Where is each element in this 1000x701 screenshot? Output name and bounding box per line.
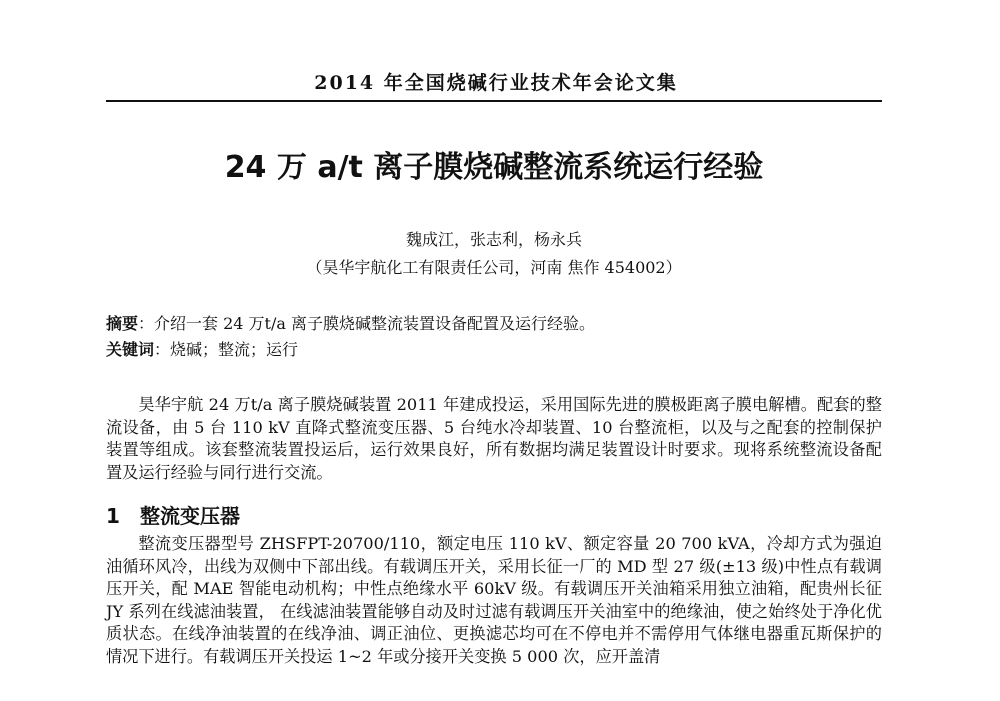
abstract-label: 摘要 — [106, 314, 139, 333]
abstract — [106, 313, 595, 335]
paper-title: 24 万 a/t 离子膜烧碱整流系统运行经验 — [224, 150, 764, 185]
abstract-text: ：介绍一套 24 万t/a 离子膜烧碱整流装置设备配置及运行经验。 — [138, 314, 595, 333]
author-affiliation: （昊华宇航化工有限责任公司，河南 焦作 454002） — [306, 258, 682, 277]
running-header: 2014 年全国烧碱行业技术年会论文集 — [314, 72, 678, 94]
section-paragraph: 整流变压器型号 ZHSFPT-20700/110，额定电压 110 kV、额定容量 20 700 kVA，冷却方式为强迫油循环风冷，出线为双侧中下部出线。有载调压开关，采用长征一厂的 MD 型 27 级(±13 级)中性点有载调压开关，配 MAE 智能电动机构；中性点绝缘水平 60kV 级。有载调压开关油箱采用独立油箱，配贵州长征 JY 系列在线滤油装置， 在线滤油装置能够自动及时过滤有载调压开关油室中的绝缘油，使之始终处于净化优质状态。在线净油装置的在线净油、调正油位、更换滤芯均可在不停电并不需停用气体继电器重瓦斯保护的情况下进行。有载调压开关投运 1~2 年或分接开关变换 5 000 次，应开盖清 — [106, 534, 882, 666]
section-number: 1 — [106, 504, 120, 528]
section-title: 整流变压器 — [140, 504, 240, 528]
author-list: 魏成江，张志利，杨永兵 — [405, 230, 582, 249]
intro-paragraph: 昊华宇航 24 万t/a 离子膜烧碱装置 2011 年建成投运，采用国际先进的膜极距离子膜电解槽。配套的整流设备，由 5 台 110 kV 直降式整流变压器、5 台纯水冷却装置、10 台整流柜，以及与之配套的控制保护装置等组成。该套整流装置投运后，运行效果良好，所有数据均满足装置设计时要求。现将系统整流设备配置及运行经验与同行进行交流。 — [106, 395, 882, 482]
keywords — [106, 339, 298, 361]
keywords-label: 关键词 — [106, 340, 155, 359]
keywords-text: ：烧碱；整流；运行 — [154, 340, 299, 359]
section-heading — [106, 503, 240, 529]
header-rule — [106, 100, 882, 102]
